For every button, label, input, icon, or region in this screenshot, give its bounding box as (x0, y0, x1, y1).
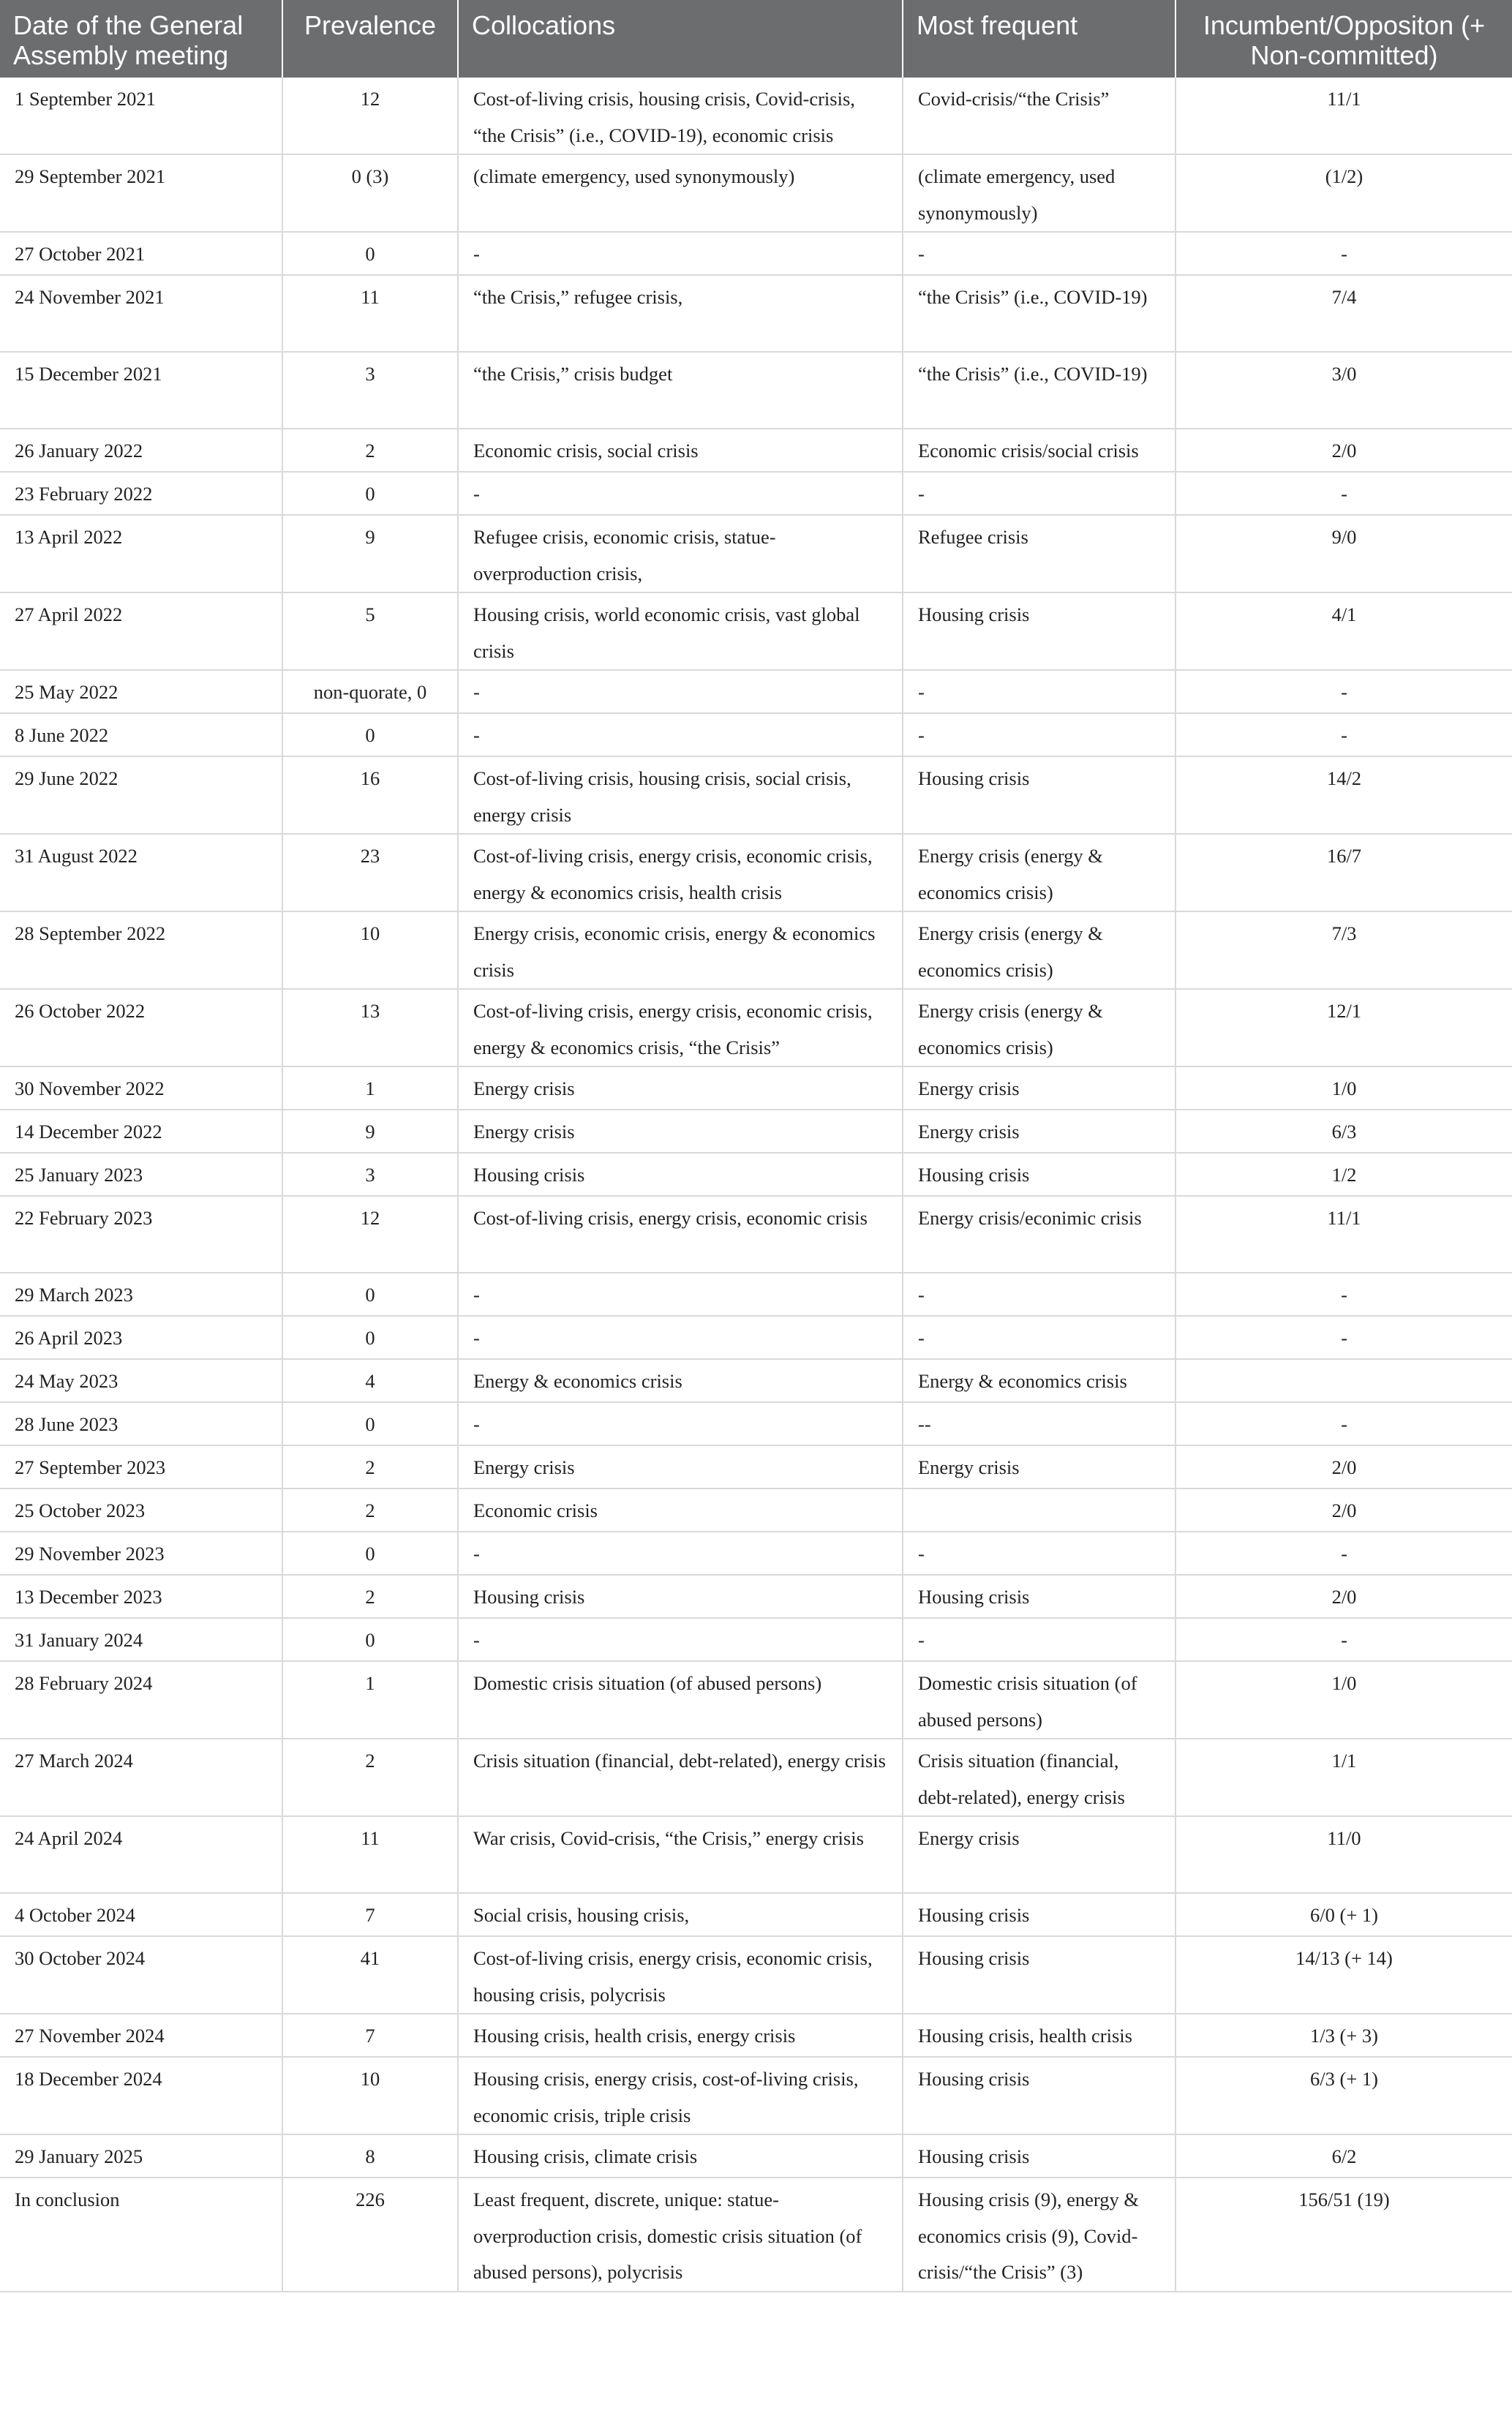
cell-date: 26 April 2023 (0, 1316, 282, 1359)
cell-prevalence: 2 (282, 1575, 458, 1618)
cell-date: 26 January 2022 (0, 429, 282, 472)
table-row (0, 1445, 1512, 1489)
cell-collocations: - (458, 1402, 903, 1445)
cell-date: 31 January 2024 (0, 1618, 282, 1661)
cell-collocations: - (458, 670, 903, 713)
cell-date: 30 October 2024 (0, 1936, 282, 2014)
cell-incumbent-opposition: 16/7 (1176, 834, 1512, 911)
cell-incumbent-opposition: - (1176, 670, 1512, 713)
cell-prevalence: 9 (282, 515, 458, 592)
table-row (0, 1066, 1512, 1110)
cell-date: 27 November 2024 (0, 2014, 282, 2057)
table-row (0, 1532, 1512, 1575)
table-row (0, 2178, 1512, 2292)
cell-date: 13 December 2023 (0, 1575, 282, 1618)
cell-most-frequent: (climate emergency, used synonymously) (903, 154, 1176, 232)
cell-prevalence: 9 (282, 1110, 458, 1153)
cell-most-frequent: Economic crisis/social crisis (903, 429, 1176, 472)
cell-incumbent-opposition: 11/0 (1176, 1816, 1512, 1893)
header-prevalence: Prevalence (282, 0, 458, 78)
cell-collocations: “the Crisis,” crisis budget (458, 352, 903, 429)
cell-date: 1 September 2021 (0, 78, 282, 154)
cell-prevalence: 0 (282, 1618, 458, 1661)
cell-collocations: - (458, 713, 903, 756)
cell-collocations: Energy crisis (458, 1066, 903, 1110)
cell-most-frequent: Energy & economics crisis (903, 1359, 1176, 1402)
cell-prevalence: 2 (282, 1489, 458, 1532)
table-row (0, 1575, 1512, 1618)
cell-most-frequent: -- (903, 1402, 1176, 1445)
table-row (0, 429, 1512, 472)
cell-prevalence: 7 (282, 2014, 458, 2057)
cell-prevalence: non-quorate, 0 (282, 670, 458, 713)
cell-incumbent-opposition: 6/3 (+ 1) (1176, 2057, 1512, 2134)
cell-most-frequent: - (903, 1532, 1176, 1575)
cell-prevalence: 16 (282, 756, 458, 834)
cell-date: 29 March 2023 (0, 1273, 282, 1316)
cell-collocations: Housing crisis, health crisis, energy crisis (458, 2014, 903, 2057)
cell-prevalence: 12 (282, 78, 458, 154)
cell-prevalence: 0 (282, 713, 458, 756)
cell-collocations: Economic crisis (458, 1489, 903, 1532)
cell-incumbent-opposition: 2/0 (1176, 1445, 1512, 1489)
cell-most-frequent: Housing crisis (9), energy & economics crisis (9), Covid-crisis/“the Crisis” (3) (903, 2178, 1176, 2292)
cell-incumbent-opposition: 2/0 (1176, 1575, 1512, 1618)
cell-incumbent-opposition: 156/51 (19) (1176, 2178, 1512, 2292)
cell-incumbent-opposition: 2/0 (1176, 1489, 1512, 1532)
cell-most-frequent: Energy crisis (energy & economics crisis) (903, 989, 1176, 1066)
cell-date: 30 November 2022 (0, 1066, 282, 1110)
table-row (0, 78, 1512, 154)
cell-collocations: Crisis situation (financial, debt-related), energy crisis (458, 1739, 903, 1816)
cell-most-frequent: Energy crisis (903, 1445, 1176, 1489)
table-row (0, 713, 1512, 756)
cell-prevalence: 2 (282, 1445, 458, 1489)
cell-date: 26 October 2022 (0, 989, 282, 1066)
cell-prevalence: 11 (282, 1816, 458, 1893)
cell-collocations: War crisis, Covid-crisis, “the Crisis,” energy crisis (458, 1816, 903, 1893)
cell-prevalence: 3 (282, 1153, 458, 1196)
cell-incumbent-opposition: - (1176, 1532, 1512, 1575)
cell-most-frequent: “the Crisis” (i.e., COVID-19) (903, 275, 1176, 352)
cell-collocations: Economic crisis, social crisis (458, 429, 903, 472)
table-row (0, 911, 1512, 989)
cell-collocations: (climate emergency, used synonymously) (458, 154, 903, 232)
cell-collocations: Social crisis, housing crisis, (458, 1893, 903, 1936)
cell-date: 24 November 2021 (0, 275, 282, 352)
cell-most-frequent: “the Crisis” (i.e., COVID-19) (903, 352, 1176, 429)
cell-date: 4 October 2024 (0, 1893, 282, 1936)
cell-incumbent-opposition: (1/2) (1176, 154, 1512, 232)
cell-incumbent-opposition: 4/1 (1176, 592, 1512, 670)
cell-incumbent-opposition: 6/2 (1176, 2134, 1512, 2178)
cell-most-frequent: Covid-crisis/“the Crisis” (903, 78, 1176, 154)
cell-date: 18 December 2024 (0, 2057, 282, 2134)
cell-most-frequent: Housing crisis (903, 1575, 1176, 1618)
cell-incumbent-opposition: 12/1 (1176, 989, 1512, 1066)
cell-prevalence: 0 (3) (282, 154, 458, 232)
cell-date: 27 March 2024 (0, 1739, 282, 1816)
table-row (0, 2014, 1512, 2057)
cell-most-frequent: Domestic crisis situation (of abused persons) (903, 1661, 1176, 1739)
table-row (0, 592, 1512, 670)
cell-collocations: Cost-of-living crisis, energy crisis, economic crisis, housing crisis, polycrisis (458, 1936, 903, 2014)
table-row (0, 2134, 1512, 2178)
table-row (0, 352, 1512, 429)
cell-collocations: Housing crisis, climate crisis (458, 2134, 903, 2178)
cell-date: 29 June 2022 (0, 756, 282, 834)
table-row (0, 1110, 1512, 1153)
table-row (0, 232, 1512, 275)
cell-collocations: - (458, 1532, 903, 1575)
table-header (0, 0, 1512, 78)
cell-collocations: - (458, 232, 903, 275)
cell-incumbent-opposition: - (1176, 472, 1512, 515)
cell-collocations: Energy crisis, economic crisis, energy & economics crisis (458, 911, 903, 989)
cell-date: 25 May 2022 (0, 670, 282, 713)
cell-incumbent-opposition: 1/0 (1176, 1661, 1512, 1739)
cell-incumbent-opposition: 1/2 (1176, 1153, 1512, 1196)
table-row (0, 1893, 1512, 1936)
cell-most-frequent: Housing crisis, health crisis (903, 2014, 1176, 2057)
cell-incumbent-opposition: - (1176, 232, 1512, 275)
cell-prevalence: 0 (282, 1532, 458, 1575)
cell-date: 8 June 2022 (0, 713, 282, 756)
table-body (0, 78, 1512, 2292)
cell-date: 14 December 2022 (0, 1110, 282, 1153)
cell-date: 25 January 2023 (0, 1153, 282, 1196)
cell-most-frequent: Energy crisis (903, 1816, 1176, 1893)
cell-incumbent-opposition: - (1176, 1402, 1512, 1445)
table-row (0, 472, 1512, 515)
cell-collocations: Energy crisis (458, 1110, 903, 1153)
cell-most-frequent: - (903, 232, 1176, 275)
cell-most-frequent: - (903, 670, 1176, 713)
cell-most-frequent: - (903, 1618, 1176, 1661)
table-row (0, 834, 1512, 911)
header-row (0, 0, 1512, 78)
cell-prevalence: 8 (282, 2134, 458, 2178)
cell-most-frequent: Housing crisis (903, 1936, 1176, 2014)
table-row (0, 1316, 1512, 1359)
table-row (0, 1153, 1512, 1196)
table-row (0, 670, 1512, 713)
table-row (0, 154, 1512, 232)
cell-date: 29 November 2023 (0, 1532, 282, 1575)
cell-collocations: Energy crisis (458, 1445, 903, 1489)
table-row (0, 515, 1512, 592)
cell-collocations: Refugee crisis, economic crisis, statue-overproduction crisis, (458, 515, 903, 592)
cell-prevalence: 12 (282, 1196, 458, 1273)
cell-collocations: Housing crisis, energy crisis, cost-of-living crisis, economic crisis, triple crisis (458, 2057, 903, 2134)
cell-incumbent-opposition: 9/0 (1176, 515, 1512, 592)
cell-date: 28 June 2023 (0, 1402, 282, 1445)
cell-prevalence: 0 (282, 1273, 458, 1316)
cell-prevalence: 226 (282, 2178, 458, 2292)
table-row (0, 1402, 1512, 1445)
table-row (0, 275, 1512, 352)
cell-prevalence: 0 (282, 1316, 458, 1359)
cell-most-frequent: Energy crisis (energy & economics crisis) (903, 911, 1176, 989)
cell-prevalence: 2 (282, 1739, 458, 1816)
cell-most-frequent: Housing crisis (903, 592, 1176, 670)
cell-most-frequent: Housing crisis (903, 1893, 1176, 1936)
cell-prevalence: 3 (282, 352, 458, 429)
table-row (0, 1273, 1512, 1316)
cell-collocations: Domestic crisis situation (of abused persons) (458, 1661, 903, 1739)
table-row (0, 1618, 1512, 1661)
cell-most-frequent: - (903, 1273, 1176, 1316)
cell-collocations: Cost-of-living crisis, energy crisis, economic crisis, energy & economics crisis, health crisis (458, 834, 903, 911)
cell-prevalence: 2 (282, 429, 458, 472)
cell-prevalence: 11 (282, 275, 458, 352)
cell-prevalence: 1 (282, 1066, 458, 1110)
cell-collocations: Cost-of-living crisis, energy crisis, economic crisis, energy & economics crisis, “the Crisis” (458, 989, 903, 1066)
cell-collocations: - (458, 1316, 903, 1359)
cell-prevalence: 13 (282, 989, 458, 1066)
cell-incumbent-opposition: 14/13 (+ 14) (1176, 1936, 1512, 2014)
cell-prevalence: 41 (282, 1936, 458, 2014)
cell-date: 24 May 2023 (0, 1359, 282, 1402)
cell-most-frequent: Crisis situation (financial, debt-related), energy crisis (903, 1739, 1176, 1816)
table-row (0, 1816, 1512, 1893)
cell-collocations: Least frequent, discrete, unique: statue-overproduction crisis, domestic crisis situation (of abused persons), polycrisis (458, 2178, 903, 2292)
cell-incumbent-opposition (1176, 1359, 1512, 1402)
table-row (0, 1936, 1512, 2014)
cell-date: 29 September 2021 (0, 154, 282, 232)
cell-most-frequent: Housing crisis (903, 1153, 1176, 1196)
cell-prevalence: 0 (282, 472, 458, 515)
cell-prevalence: 1 (282, 1661, 458, 1739)
cell-collocations: Housing crisis, world economic crisis, vast global crisis (458, 592, 903, 670)
cell-prevalence: 10 (282, 2057, 458, 2134)
cell-date: 27 October 2021 (0, 232, 282, 275)
cell-incumbent-opposition: - (1176, 1316, 1512, 1359)
header-date: Date of the General Assembly meeting (0, 0, 282, 78)
cell-incumbent-opposition: 1/3 (+ 3) (1176, 2014, 1512, 2057)
table-row (0, 1739, 1512, 1816)
cell-date: 28 September 2022 (0, 911, 282, 989)
cell-collocations: Cost-of-living crisis, energy crisis, economic crisis (458, 1196, 903, 1273)
cell-incumbent-opposition: 14/2 (1176, 756, 1512, 834)
cell-most-frequent: Housing crisis (903, 2134, 1176, 2178)
cell-incumbent-opposition: - (1176, 713, 1512, 756)
cell-collocations: Housing crisis (458, 1575, 903, 1618)
cell-prevalence: 23 (282, 834, 458, 911)
table-row (0, 1489, 1512, 1532)
cell-incumbent-opposition: 11/1 (1176, 78, 1512, 154)
table-row (0, 2057, 1512, 2134)
cell-collocations: - (458, 1618, 903, 1661)
cell-prevalence: 4 (282, 1359, 458, 1402)
cell-most-frequent: - (903, 1316, 1176, 1359)
cell-prevalence: 7 (282, 1893, 458, 1936)
cell-collocations: “the Crisis,” refugee crisis, (458, 275, 903, 352)
cell-most-frequent: Energy crisis (903, 1110, 1176, 1153)
cell-date: 23 February 2022 (0, 472, 282, 515)
cell-date: 15 December 2021 (0, 352, 282, 429)
cell-prevalence: 0 (282, 1402, 458, 1445)
cell-date: In conclusion (0, 2178, 282, 2292)
cell-date: 27 September 2023 (0, 1445, 282, 1489)
cell-date: 22 February 2023 (0, 1196, 282, 1273)
cell-prevalence: 5 (282, 592, 458, 670)
header-most-frequent: Most frequent (903, 0, 1176, 78)
cell-most-frequent (903, 1489, 1176, 1532)
cell-incumbent-opposition: 7/3 (1176, 911, 1512, 989)
table-row (0, 989, 1512, 1066)
cell-incumbent-opposition: 6/0 (+ 1) (1176, 1893, 1512, 1936)
cell-most-frequent: Housing crisis (903, 2057, 1176, 2134)
cell-most-frequent: - (903, 472, 1176, 515)
cell-collocations: - (458, 472, 903, 515)
cell-date: 13 April 2022 (0, 515, 282, 592)
table-row (0, 756, 1512, 834)
cell-collocations: Cost-of-living crisis, housing crisis, social crisis, energy crisis (458, 756, 903, 834)
cell-incumbent-opposition: 1/1 (1176, 1739, 1512, 1816)
cell-collocations: - (458, 1273, 903, 1316)
cell-incumbent-opposition: - (1176, 1273, 1512, 1316)
cell-collocations: Cost-of-living crisis, housing crisis, Covid-crisis, “the Crisis” (i.e., COVID-19), economic crisis (458, 78, 903, 154)
cell-incumbent-opposition: 2/0 (1176, 429, 1512, 472)
cell-date: 29 January 2025 (0, 2134, 282, 2178)
table-row (0, 1196, 1512, 1273)
cell-date: 27 April 2022 (0, 592, 282, 670)
header-collocations: Collocations (458, 0, 903, 78)
cell-most-frequent: - (903, 713, 1176, 756)
cell-incumbent-opposition: 6/3 (1176, 1110, 1512, 1153)
cell-incumbent-opposition: 1/0 (1176, 1066, 1512, 1110)
cell-collocations: Energy & economics crisis (458, 1359, 903, 1402)
table-row (0, 1661, 1512, 1739)
table-row (0, 1359, 1512, 1402)
cell-collocations: Housing crisis (458, 1153, 903, 1196)
cell-date: 31 August 2022 (0, 834, 282, 911)
cell-date: 28 February 2024 (0, 1661, 282, 1739)
header-incumbent-opposition: Incumbent/Oppositon (+ Non-committed) (1176, 0, 1512, 78)
cell-most-frequent: Housing crisis (903, 756, 1176, 834)
cell-incumbent-opposition: 3/0 (1176, 352, 1512, 429)
cell-prevalence: 0 (282, 232, 458, 275)
cell-date: 24 April 2024 (0, 1816, 282, 1893)
cell-date: 25 October 2023 (0, 1489, 282, 1532)
cell-most-frequent: Energy crisis/econimic crisis (903, 1196, 1176, 1273)
cell-most-frequent: Refugee crisis (903, 515, 1176, 592)
cell-incumbent-opposition: 11/1 (1176, 1196, 1512, 1273)
cell-incumbent-opposition: - (1176, 1618, 1512, 1661)
cell-prevalence: 10 (282, 911, 458, 989)
cell-most-frequent: Energy crisis (903, 1066, 1176, 1110)
cell-most-frequent: Energy crisis (energy & economics crisis) (903, 834, 1176, 911)
cell-incumbent-opposition: 7/4 (1176, 275, 1512, 352)
